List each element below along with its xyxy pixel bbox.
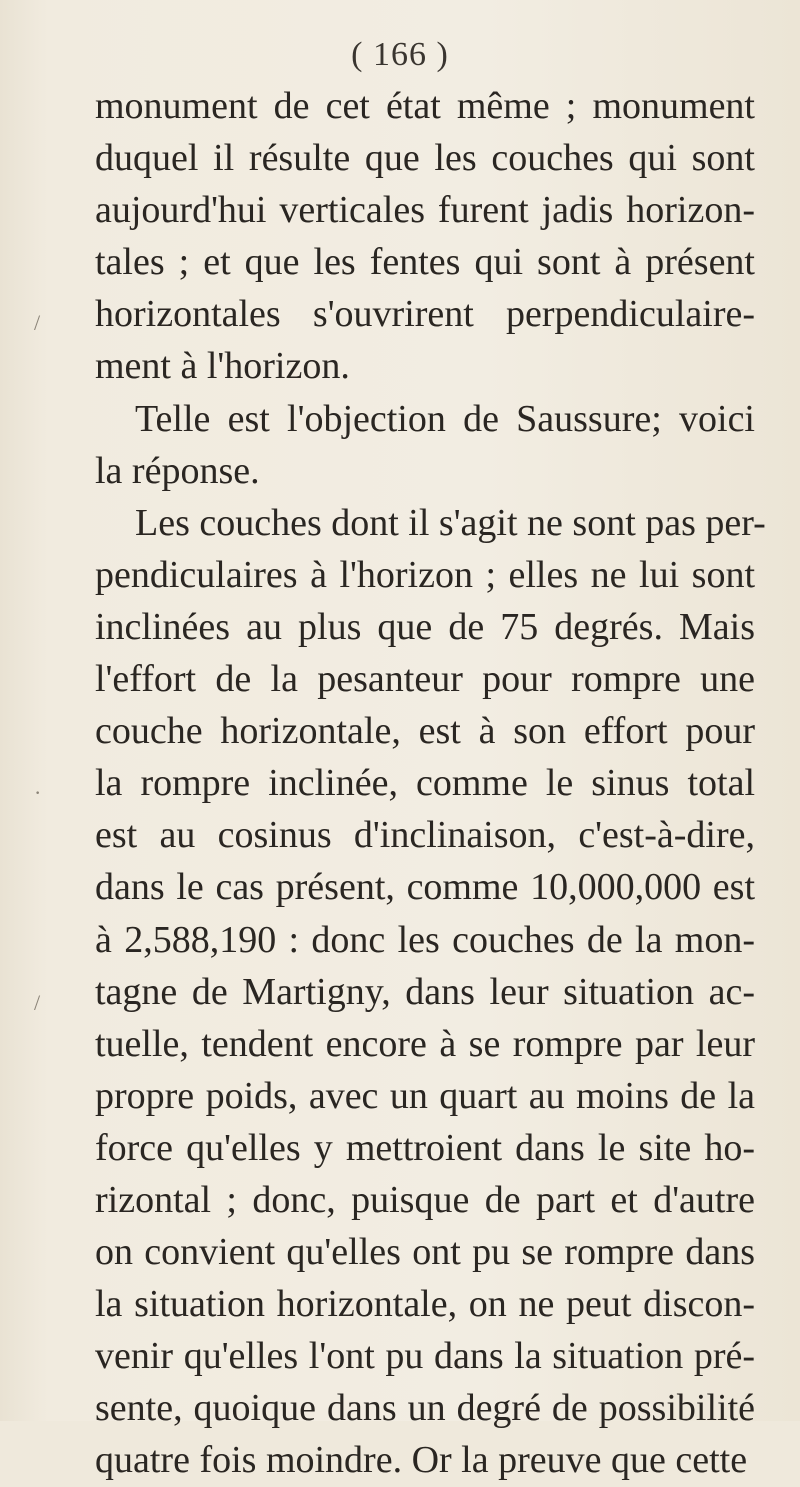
text-line: la situation horizontale, on ne peut discon- (95, 1283, 755, 1326)
body-text (95, 80, 766, 1487)
text-line: tales ; et que les fentes qui sont à présent (95, 241, 755, 284)
text-line: Telle est l'objection de Saussure; voici (135, 397, 755, 440)
text-line: propre poids, avec un quart au moins de la (95, 1074, 755, 1117)
text-line: venir qu'elles l'ont pu dans la situation pré- (95, 1335, 755, 1378)
text-line: rizontal ; donc, puisque de part et d'autre (95, 1178, 755, 1221)
text-line: force qu'elles y mettroient dans le site ho- (95, 1126, 755, 1169)
text-line: la réponse. (95, 449, 260, 492)
text-line: quatre fois moindre. Or la preuve que cette (95, 1439, 748, 1482)
margin-mark: / (34, 310, 41, 335)
text-line: l'effort de la pesanteur pour rompre une (95, 658, 755, 701)
text-line: pendiculaires à l'horizon ; elles ne lui sont (95, 553, 755, 596)
margin-mark: / (34, 990, 41, 1015)
text-line: couche horizontale, est à son effort pour (95, 710, 755, 753)
text-line: tuelle, tendent encore à se rompre par leur (95, 1022, 755, 1065)
text-line: ment à l'horizon. (95, 345, 350, 388)
text-line: tagne de Martigny, dans leur situation ac- (95, 970, 755, 1013)
text-line: horizontales s'ouvrirent perpendiculaire- (95, 293, 755, 336)
text-line: duquel il résulte que les couches qui sont (95, 137, 755, 180)
text-line: est au cosinus d'inclinaison, c'est-à-dire, (95, 814, 755, 857)
text-line: dans le cas présent, comme 10,000,000 est (95, 866, 755, 909)
text-line: à 2,588,190 : donc les couches de la mon- (95, 918, 755, 961)
text-line: Les couches dont il s'agit ne sont pas per- (135, 501, 766, 544)
text-line: sente, quoique dans un degré de possibilité (95, 1387, 755, 1430)
text-line: monument de cet état même ; monument (95, 85, 755, 127)
text-line: inclinées au plus que de 75 degrés. Mais (95, 605, 755, 648)
page-number: ( 166 ) (351, 36, 449, 73)
text-line: on convient qu'elles ont pu se rompre dans (95, 1231, 755, 1274)
margin-mark: · (34, 780, 42, 805)
text-line: la rompre inclinée, comme le sinus total (95, 762, 755, 805)
text-line: aujourd'hui verticales furent jadis horizon- (95, 189, 755, 232)
